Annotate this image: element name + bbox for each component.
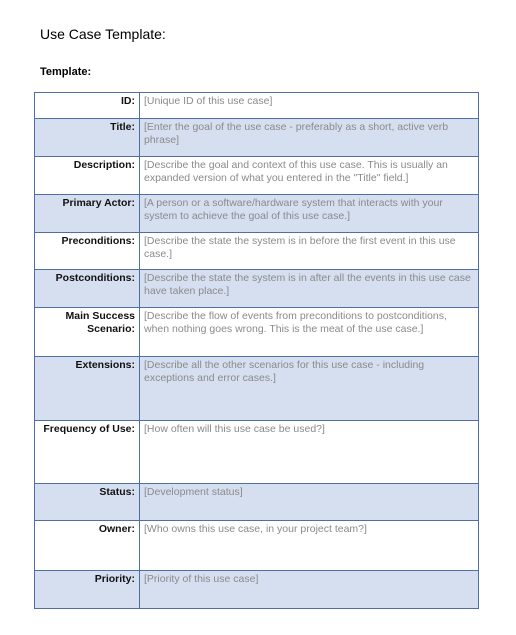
label-frequency-of-use: Frequency of Use:	[35, 421, 140, 484]
row-frequency-of-use	[35, 421, 479, 484]
use-case-table	[34, 92, 479, 609]
value-primary-actor[interactable]: [A person or a software/hardware system that interacts with your system to achieve the goal of this use case.]	[140, 195, 479, 233]
value-description[interactable]: [Describe the goal and context of this use case. This is usually an expanded version of what you entered in the "Title" field.]	[140, 157, 479, 195]
label-preconditions: Preconditions:	[35, 233, 140, 270]
row-title	[35, 119, 479, 157]
label-postconditions: Postconditions:	[35, 270, 140, 308]
row-priority	[35, 571, 479, 609]
section-label: Template:	[40, 66, 92, 78]
value-frequency-of-use[interactable]: [How often will this use case be used?]	[140, 421, 479, 484]
value-status[interactable]: [Development status]	[140, 484, 479, 521]
row-status	[35, 484, 479, 521]
row-description	[35, 157, 479, 195]
label-priority: Priority:	[35, 571, 140, 609]
value-priority[interactable]: [Priority of this use case]	[140, 571, 479, 609]
row-primary-actor	[35, 195, 479, 233]
value-title[interactable]: [Enter the goal of the use case - preferably as a short, active verb phrase]	[140, 119, 479, 157]
row-extensions	[35, 357, 479, 421]
label-description: Description:	[35, 157, 140, 195]
row-main-success-scenario	[35, 308, 479, 357]
row-postconditions	[35, 270, 479, 308]
value-preconditions[interactable]: [Describe the state the system is in before the first event in this use case.]	[140, 233, 479, 270]
label-status: Status:	[35, 484, 140, 521]
value-owner[interactable]: [Who owns this use case, in your project team?]	[140, 521, 479, 571]
label-main-success-scenario: Main Success Scenario:	[35, 308, 140, 357]
label-extensions: Extensions:	[35, 357, 140, 421]
value-extensions[interactable]: [Describe all the other scenarios for this use case - including exceptions and error cases.]	[140, 357, 479, 421]
document-title: Use Case Template:	[40, 26, 166, 42]
row-id	[35, 93, 479, 119]
value-id[interactable]: [Unique ID of this use case]	[140, 93, 479, 119]
label-title: Title:	[35, 119, 140, 157]
label-id: ID:	[35, 93, 140, 119]
row-preconditions	[35, 233, 479, 270]
value-main-success-scenario[interactable]: [Describe the flow of events from preconditions to postconditions, when nothing goes wrong. This is the meat of the use case.]	[140, 308, 479, 357]
label-owner: Owner:	[35, 521, 140, 571]
label-primary-actor: Primary Actor:	[35, 195, 140, 233]
value-postconditions[interactable]: [Describe the state the system is in after all the events in this use case have taken place.]	[140, 270, 479, 308]
row-owner	[35, 521, 479, 571]
